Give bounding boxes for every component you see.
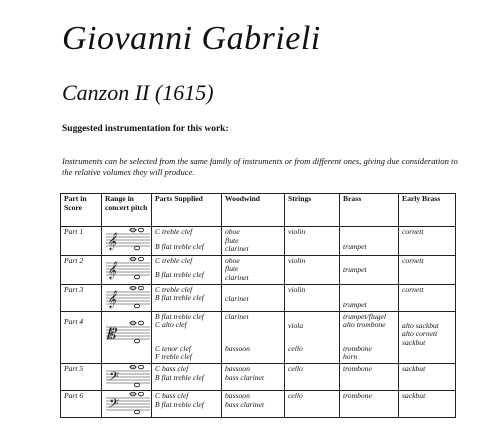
brass-cell: trumpet <box>340 227 399 256</box>
early-brass-cell: alto sackbut alto cornett sackbut <box>399 311 456 363</box>
range-staff <box>102 363 152 390</box>
parts-supplied-cell: C bass clef B flat treble clef <box>152 390 222 417</box>
strings-cell: violin <box>285 284 340 311</box>
strings-cell: cello <box>285 363 340 390</box>
header-early-brass: Early Brass <box>399 194 456 227</box>
brass-cell: trumpet <box>340 284 399 311</box>
woodwind-cell: clarinet bassoon <box>222 311 285 363</box>
woodwind-cell: bassoon bass clarinet <box>222 390 285 417</box>
music-staff-icon <box>105 392 148 416</box>
svg-text:𝄞: 𝄞 <box>107 289 116 308</box>
parts-supplied-cell: B flat treble clef C alto clef C tenor clef F treble clef <box>152 311 222 363</box>
part-label: Part 4 <box>61 311 102 363</box>
work-title: Canzon II (1615) <box>62 80 214 105</box>
suggested-label: Suggested instrumentation for this work: <box>62 124 229 134</box>
parts-supplied-cell: C treble clef B flat treble clef <box>152 255 222 284</box>
table-row <box>61 284 456 311</box>
brass-cell: trombone <box>340 390 399 417</box>
early-brass-cell: sackbut <box>399 390 456 417</box>
parts-supplied-cell: C treble clef B flat treble clef <box>152 227 222 256</box>
composer-heading: Giovanni Gabrieli <box>62 20 321 57</box>
header-strings: Strings <box>285 194 340 227</box>
strings-cell: violin <box>285 255 340 284</box>
part-label: Part 2 <box>61 255 102 284</box>
early-brass-cell: cornett <box>399 227 456 256</box>
music-staff-icon <box>105 228 148 252</box>
brass-cell: trumpet/flugel alto trombone trombone horn <box>340 311 399 363</box>
header-range: Range in concert pitch <box>102 194 152 227</box>
header-woodwind: Woodwind <box>222 194 285 227</box>
table-row <box>61 255 456 284</box>
parts-supplied-cell: C bass clef B flat treble clef <box>152 363 222 390</box>
strings-cell: viola cello <box>285 311 340 363</box>
range-staff <box>102 284 152 311</box>
woodwind-cell: bassoon bass clarinet <box>222 363 285 390</box>
part-label: Part 3 <box>61 284 102 311</box>
header-parts-supplied: Parts Supplied <box>152 194 222 227</box>
early-brass-cell: cornett <box>399 255 456 284</box>
music-staff-icon <box>105 286 148 310</box>
table-row <box>61 390 456 417</box>
range-staff <box>102 311 152 363</box>
header-part: Part in Score <box>61 194 102 227</box>
svg-text:𝄢: 𝄢 <box>107 395 117 414</box>
part-label: Part 5 <box>61 363 102 390</box>
woodwind-cell: oboe flute clarinet <box>222 227 285 256</box>
instructions-note: Instruments can be selected from the same family of instruments or from different ones, giving due consideration to the relative volumes they will produce. <box>62 156 458 177</box>
svg-text:𝄞: 𝄞 <box>107 232 116 250</box>
svg-text:𝄡: 𝄡 <box>107 324 116 343</box>
brass-cell: trumpet <box>340 255 399 284</box>
table-header-row <box>61 194 456 227</box>
woodwind-cell: clarinet <box>222 284 285 311</box>
strings-cell: cello <box>285 390 340 417</box>
range-staff <box>102 390 152 417</box>
range-staff <box>102 255 152 284</box>
brass-cell: trombone <box>340 363 399 390</box>
table-row <box>61 227 456 256</box>
instrumentation-table <box>60 193 456 418</box>
parts-supplied-cell: C treble clef B flat treble clef <box>152 284 222 311</box>
part-label: Part 6 <box>61 390 102 417</box>
early-brass-cell: sackbut <box>399 363 456 390</box>
woodwind-cell: oboe flute clarinet <box>222 255 285 284</box>
header-brass: Brass <box>340 194 399 227</box>
music-staff-icon <box>105 257 148 281</box>
early-brass-cell: cornett <box>399 284 456 311</box>
table-row <box>61 311 456 363</box>
range-staff <box>102 227 152 256</box>
strings-cell: violin <box>285 227 340 256</box>
part-label: Part 1 <box>61 227 102 256</box>
table-row <box>61 363 456 390</box>
music-staff-icon <box>105 313 148 361</box>
svg-text:𝄢: 𝄢 <box>107 368 117 387</box>
svg-text:𝄞: 𝄞 <box>107 260 116 279</box>
music-staff-icon <box>105 365 148 389</box>
